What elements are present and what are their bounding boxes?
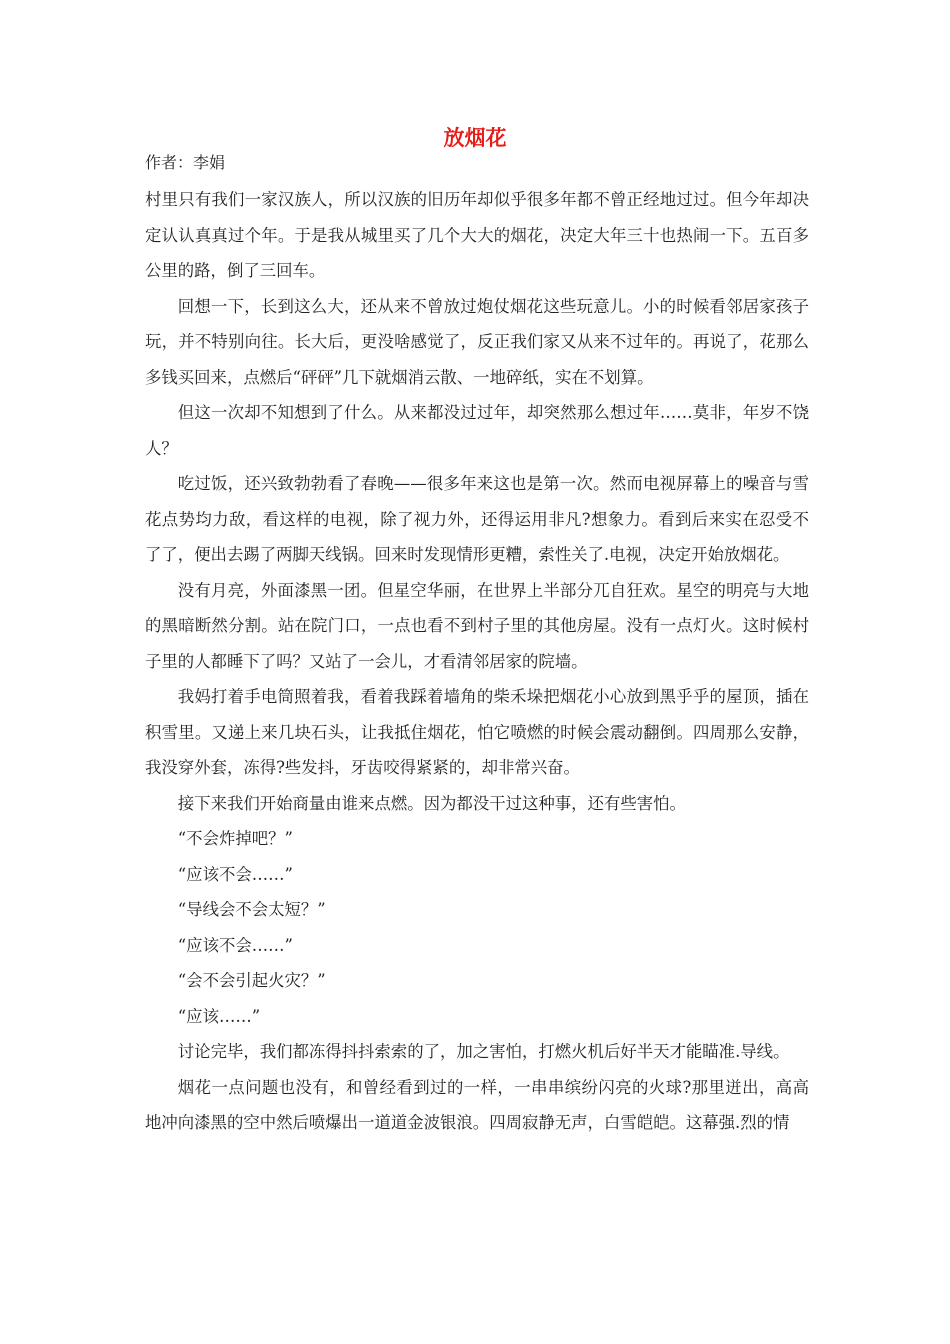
paragraph: 回想一下，长到这么大，还从来不曾放过炮仗烟花这些玩意儿。小的时候看邻居家孩子玩，并不特别向往。长大后，更没啥感觉了，反正我们家又从来不过年的。再说了，花那么多钱买回来，点燃后“砰砰”几下就烟消云散、一地碎纸，实在不划算。 (145, 296, 809, 387)
dialogue-line: “不会炸掉吧？” (177, 829, 293, 848)
dialogue-line: “应该不会……” (177, 864, 293, 884)
paragraph: 接下来我们开始商量由谁来点燃。因为都没干过这种事，还有些害怕。 (177, 793, 686, 813)
paragraph: 但这一次却不知想到了什么。从来都没过过年，却突然那么想过年……莫非，年岁不饶人？ (145, 403, 809, 458)
dialogue-line: “会不会引起火灾？” (177, 971, 326, 990)
paragraph: 讨论完毕，我们都冻得抖抖索索的了，加之害怕，打燃火机后好半天才能瞄准.导线。 (177, 1042, 790, 1061)
page-title: 放烟花 (443, 126, 507, 150)
author-line: 作者：李娟 (145, 153, 226, 172)
dialogue-line: “导线会不会太短？” (177, 900, 326, 919)
paragraph: 村里只有我们一家汉族人，所以汉族的旧历年却似乎很多年都不曾正经地过过。但今年却决定认认真真过个年。于是我从城里买了几个大大的烟花，决定大年三十也热闹一下。五百多公里的路，倒了三回车。 (145, 190, 809, 280)
paragraph: 我妈打着手电筒照着我，看着我踩着墙角的柴禾垛把烟花小心放到黑乎乎的屋顶，插在积雪里。又递上来几块石头，让我抵住烟花，怕它喷燃的时候会震动翻倒。四周那么安静，我没穿外套，冻得?些发抖，牙齿咬得紧紧的，却非常兴奋。 (145, 687, 809, 777)
dialogue-line: “应该不会……” (177, 935, 293, 955)
paragraph: 没有月亮，外面漆黑一团。但星空华丽，在世界上半部分兀自狂欢。星空的明亮与大地的黑暗断然分割。站在院门口，一点也看不到村子里的其他房屋。没有一点灯火。这时候村子里的人都睡下了吗？又站了一会儿，才看清邻居家的院墙。 (145, 580, 809, 671)
article-body (145, 182, 809, 1141)
dialogue-line: “应该……” (177, 1006, 261, 1026)
paragraph: 烟花一点问题也没有，和曾经看到过的一样，一串串缤纷闪亮的火球?那里迸出，高高地冲向漆黑的空中然后喷爆出一道道金波银浪。四周寂静无声，白雪皑皑。这幕强.烈的情 (145, 1077, 809, 1132)
paragraph: 吃过饭，还兴致勃勃看了春晚——很多年来这也是第一次。然而电视屏幕上的噪音与雪花点势均力敌，看这样的电视，除了视力外，还得运用非凡?想象力。看到后来实在忍受不了了，便出去踢了两脚天线锅。回来时发现情形更糟，索性关了.电视，决定开始放烟花。 (145, 474, 809, 564)
